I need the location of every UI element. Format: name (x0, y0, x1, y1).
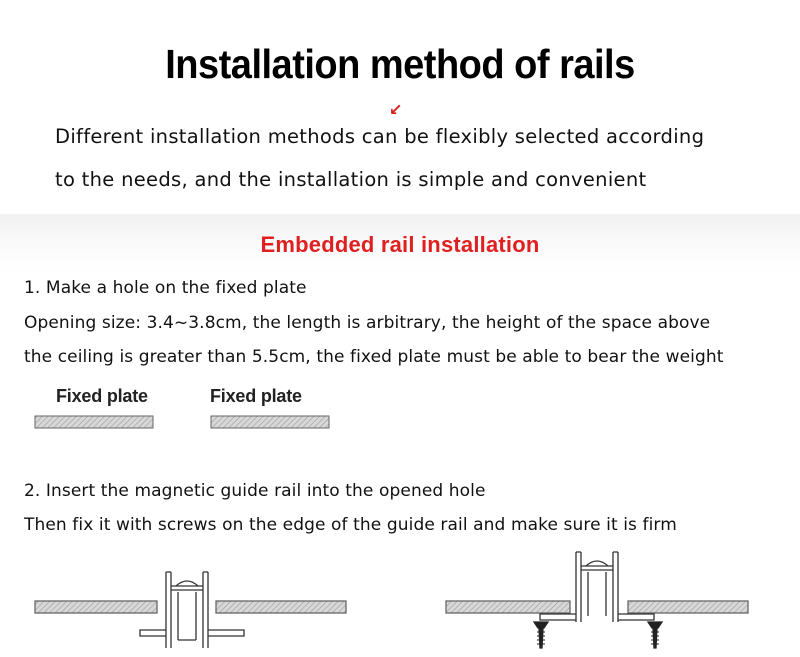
step-2-heading: 2. Insert the magnetic guide rail into the opened hole (24, 481, 486, 501)
down-left-arrow-icon: ↙ (389, 100, 403, 119)
section-title: Embedded rail installation (260, 232, 540, 257)
intro-text-line-1: Different installation methods can be flexibly selected according (55, 125, 705, 148)
step-1-heading: 1. Make a hole on the fixed plate (24, 278, 307, 298)
rail-fixed-with-screws-diagram (446, 552, 748, 648)
rail-inserted-diagram (35, 572, 346, 648)
plate-right-b (628, 601, 748, 613)
plate-left-a (35, 601, 157, 613)
fixed-plate-label-right: Fixed plate (210, 386, 302, 406)
plate-right-a (216, 601, 346, 613)
intro-text-line-2: to the needs, and the installation is simple and convenient (55, 168, 647, 191)
fixed-plate-diagram (35, 416, 329, 428)
step-1-description-line-1: Opening size: 3.4~3.8cm, the length is arbitrary, the height of the space above (24, 313, 711, 333)
fixed-plate-left (35, 416, 153, 428)
screw-icon (648, 622, 662, 648)
fixed-plate-label-left: Fixed plate (56, 386, 148, 406)
fixed-plate-right (211, 416, 329, 428)
plate-left-b (446, 601, 570, 613)
page-title: Installation method of rails (165, 42, 635, 88)
step-2-description-line-1: Then fix it with screws on the edge of the guide rail and make sure it is firm (24, 515, 677, 535)
step-1-description-line-2: the ceiling is greater than 5.5cm, the fixed plate must be able to bear the weight (24, 347, 724, 367)
screw-icon (534, 622, 548, 648)
